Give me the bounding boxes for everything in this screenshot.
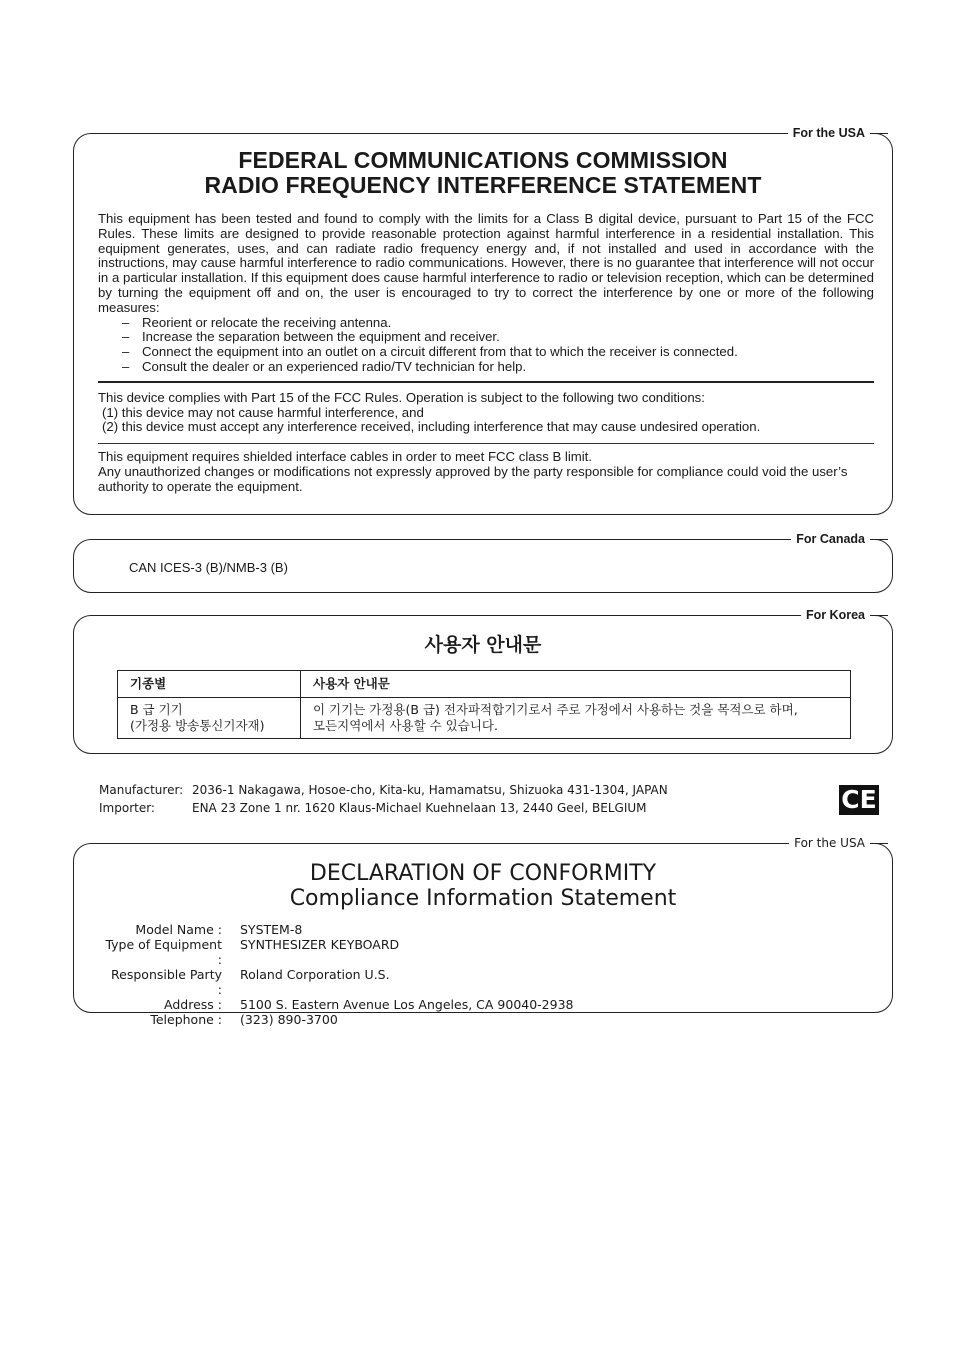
ce-mark-icon: CE xyxy=(839,785,879,815)
fcc-title-line1: FEDERAL COMMUNICATIONS COMMISSION xyxy=(238,147,728,173)
doc-info-list xyxy=(104,922,574,1027)
fcc-region-tag: For the USA xyxy=(788,125,870,141)
unauthorized-statement: Any unauthorized changes or modifications not expressly approved by the party responsible for compliance could void the user’s authority to operate the equipment. xyxy=(98,463,848,494)
canada-compliance-text: CAN ICES-3 (B)/NMB-3 (B) xyxy=(129,560,288,575)
table-row xyxy=(118,698,851,739)
doc-subtitle: Compliance Information Statement xyxy=(289,886,677,911)
info-row xyxy=(104,997,574,1012)
table-header-row xyxy=(118,671,851,698)
manufacturer-address: 2036-1 Nakagawa, Hosoe-cho, Kita-ku, Hamamatsu, Shizuoka 431-1304, JAPAN xyxy=(192,783,668,797)
condition-1: (1) this device may not cause harmful interference, and xyxy=(102,404,424,420)
korea-title: 사용자 안내문 xyxy=(424,634,542,656)
divider xyxy=(98,443,874,444)
fcc-measures-list xyxy=(98,316,874,375)
cell-line: 이 기기는 가정용(B 급) 전자파적합기기로서 주로 가정에서 사용하는 것을 목적으로 하며, xyxy=(313,702,798,717)
info-label: Type of Equipment : xyxy=(105,937,222,967)
fcc-paragraph: This equipment has been tested and found to comply with the limits for a Class B digital device, pursuant to Part 15 of the FCC Rules. These limits are designed to provide reasonable protection against harmful interference in a residential installation. This equipment generates, uses, and can radiate radio frequency energy and, if not installed and used in accordance with the instructions, may cause harmful interference to radio communications. However, there is no guarantee that interference will not occur in a particular installation. If this equipment does cause harmful interference to radio or television reception, which can be determined by turning the equipment off and on, the user is encouraged to try to correct the interference by one or more of the following measures: xyxy=(98,211,874,315)
info-label: Address : xyxy=(164,997,222,1012)
info-value: SYNTHESIZER KEYBOARD xyxy=(240,937,400,952)
divider xyxy=(98,381,874,383)
info-label: Model Name : xyxy=(135,922,222,937)
info-row xyxy=(104,937,574,967)
condition-2: (2) this device must accept any interference received, including interference that may cause undesired operation. xyxy=(102,419,761,435)
info-row xyxy=(104,967,574,997)
fcc-section xyxy=(73,126,893,515)
doc-region-tag: For the USA xyxy=(789,835,870,851)
info-label: Telephone : xyxy=(150,1012,222,1027)
table-header: 기종별 xyxy=(118,671,301,698)
manufacturer-label: Manufacturer: xyxy=(99,783,184,797)
importer-row xyxy=(99,799,668,817)
info-value: (323) 890-3700 xyxy=(240,1012,338,1027)
doc-title-block xyxy=(74,861,892,911)
info-value: SYSTEM-8 xyxy=(240,922,303,937)
korea-region-tag: For Korea xyxy=(801,607,870,623)
info-row xyxy=(104,922,574,937)
part15-statement: This device complies with Part 15 of the FCC Rules. Operation is subject to the following two conditions: xyxy=(98,389,705,405)
table-cell xyxy=(301,698,851,739)
cell-line: (가정용 방송통신기자재) xyxy=(130,718,265,733)
korea-section xyxy=(73,608,893,754)
manufacturer-row xyxy=(99,781,668,799)
importer-label: Importer: xyxy=(99,801,155,815)
measure-item: – Reorient or relocate the receiving antenna. xyxy=(98,316,874,331)
fcc-title xyxy=(74,148,892,198)
canada-region-tag: For Canada xyxy=(791,531,870,547)
fcc-body xyxy=(98,212,874,495)
info-label: Responsible Party : xyxy=(111,967,222,997)
table-cell xyxy=(118,698,301,739)
korea-table xyxy=(117,670,851,739)
manufacturer-info xyxy=(99,781,668,817)
measure-item: – Consult the dealer or an experienced radio/TV technician for help. xyxy=(98,360,874,375)
info-value: Roland Corporation U.S. xyxy=(240,967,390,982)
table-header: 사용자 안내문 xyxy=(301,671,851,698)
info-row xyxy=(104,1012,574,1027)
doc-section xyxy=(73,836,893,1027)
measure-item: – Increase the separation between the equipment and receiver. xyxy=(98,330,874,345)
cell-line: B 급 기기 xyxy=(130,702,183,717)
shielded-statement: This equipment requires shielded interface cables in order to meet FCC class B limit. xyxy=(98,449,593,465)
importer-address: ENA 23 Zone 1 nr. 1620 Klaus-Michael Kuehnelaan 13, 2440 Geel, BELGIUM xyxy=(192,801,647,815)
cell-line: 모든지역에서 사용할 수 있습니다. xyxy=(313,718,498,733)
info-value: 5100 S. Eastern Avenue Los Angeles, CA 90040-2938 xyxy=(240,997,574,1012)
doc-title: DECLARATION OF CONFORMITY xyxy=(309,861,657,886)
measure-item: – Connect the equipment into an outlet on a circuit different from that to which the receiver is connected. xyxy=(98,345,874,360)
fcc-title-line2: RADIO FREQUENCY INTERFERENCE STATEMENT xyxy=(204,172,762,198)
canada-section xyxy=(73,532,893,593)
